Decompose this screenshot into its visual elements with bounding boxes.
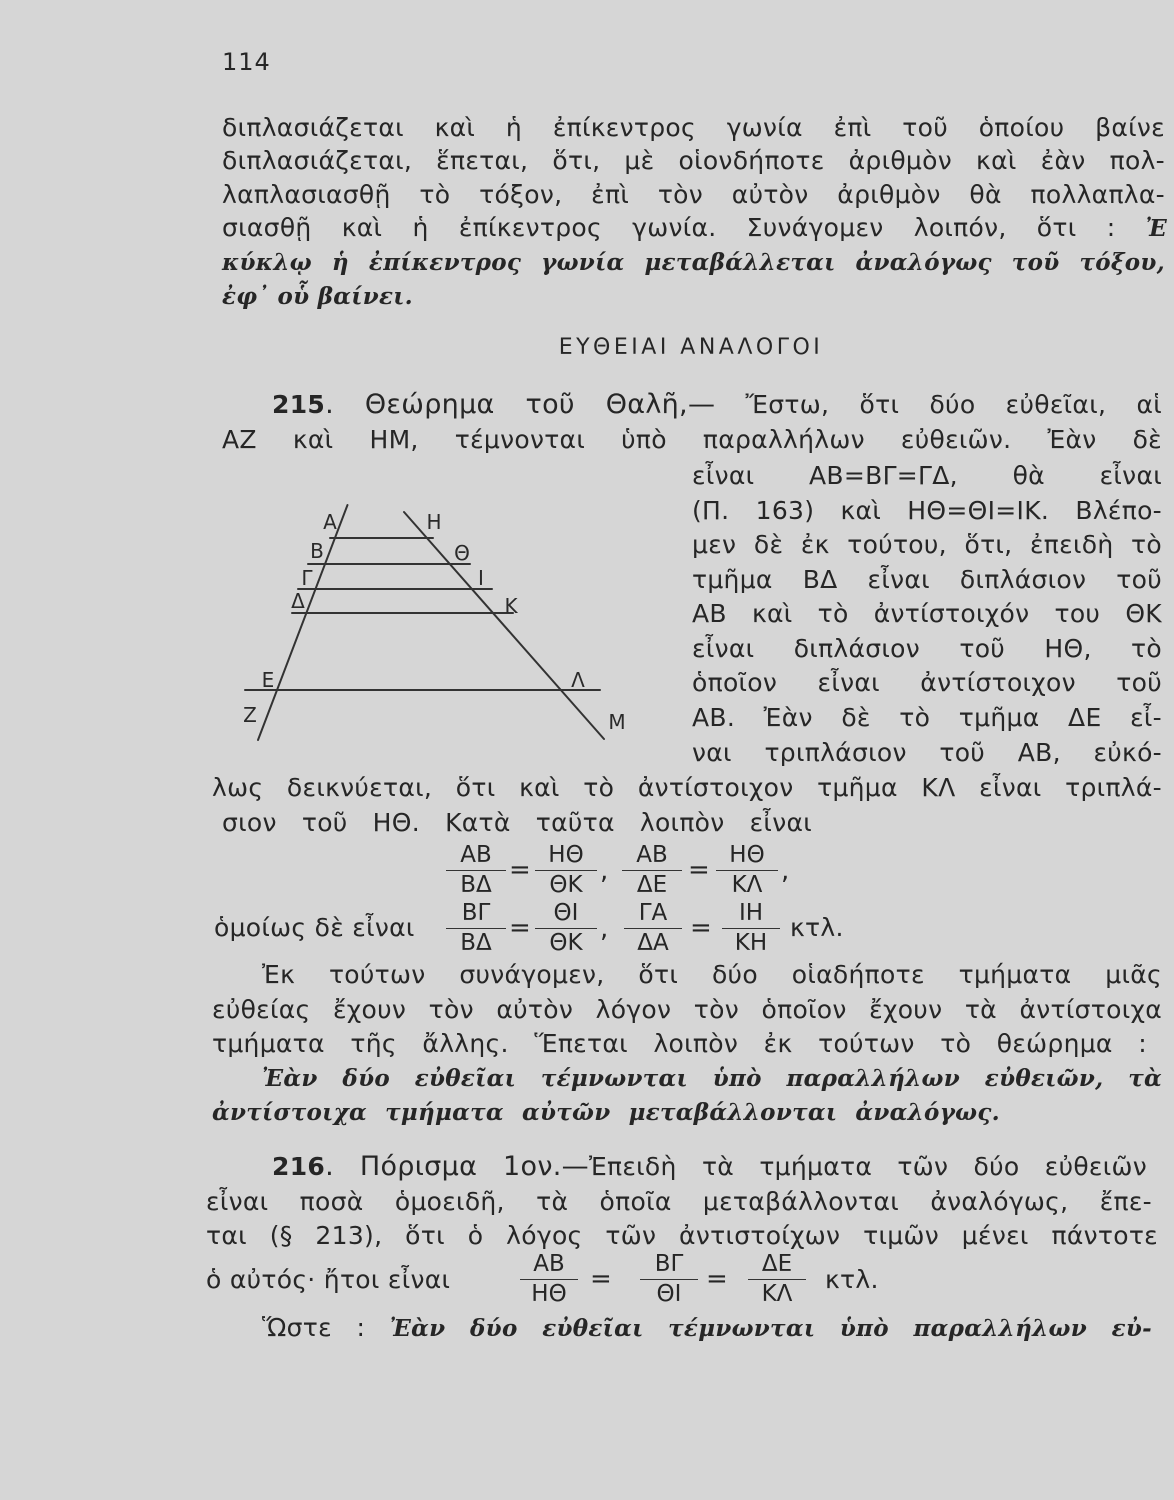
theorem-statement-line-2 (212, 1095, 1000, 1129)
corollary-number: 216 (272, 1152, 326, 1181)
intro-line-4-emphasis: Ἐ (1145, 215, 1168, 242)
transversal-line-az (258, 505, 348, 740)
numerator: ΑΒ (446, 842, 506, 871)
intro-line-1: διπλασιάζεται καὶ ἡ ἐπίκεντρος γωνία ἐπὶ τοῦ ὁποίου βαίνε (222, 113, 1165, 142)
conclusion-line-1: Ἐκ τούτων συνάγομεν, ὅτι δύο οἱαδήποτε τμήματα μιᾶς (262, 960, 1162, 989)
denominator: ΘΚ (549, 930, 583, 956)
label-k: Κ (504, 594, 518, 618)
numerator: ΗΘ (716, 842, 778, 871)
theorem-text: Ἔστω, ὅτι δύο εὐθεῖαι, αἱ (745, 390, 1162, 419)
numerator: ΘΙ (535, 900, 597, 929)
theorem-statement-1: Ἐὰν δύο εὐθεῖαι τέμνωνται ὑπὸ παραλλήλων εὐθειῶν, τὰ (262, 1065, 1162, 1092)
section-heading: ΕΥΘΕΙΑΙ ΑΝΑΛΟΓΟΙ (558, 335, 824, 360)
intro-line-5-emphasis: κύκλῳ ἡ ἐπίκεντρος γωνία μεταβάλλεται ἀναλόγως τοῦ τόξου, (222, 249, 1165, 276)
numerator: ΙΗ (722, 900, 780, 929)
fraction (535, 842, 597, 899)
label-m: Μ (608, 710, 626, 734)
equals-sign: = (690, 913, 712, 943)
intro-line-6-emphasis: ἐφ᾽ οὗ βαίνει. (222, 283, 413, 310)
theorem-statement-2: ἀντίστοιχα τμήματα αὐτῶν μεταβάλλονται ἀναλόγως. (212, 1099, 1000, 1126)
proportions-row-2-lead: ὁμοίως δὲ εἶναι (214, 913, 415, 942)
label-h: Η (426, 510, 442, 534)
equals-sign: = (706, 1264, 728, 1294)
intro-line-2: διπλασιάζεται, ἕπεται, ὅτι, μὲ οἱονδήποτε ἀριθμὸν καὶ ἐὰν πολ- (222, 146, 1165, 175)
numerator: ΗΘ (535, 842, 597, 871)
numerator: ΑΒ (520, 1251, 578, 1280)
theorem-number: 215 (272, 390, 326, 419)
corollary-text: Ἐπειδὴ τὰ τμήματα τῶν δύο εὐθειῶν (588, 1152, 1148, 1181)
fraction (446, 900, 506, 957)
label-b: Β (310, 539, 324, 563)
corollary-ratios-tail: κτλ. (825, 1265, 879, 1294)
beside-figure-line: (Π. 163) καὶ ΗΘ=ΘΙ=ΙΚ. Βλέπο- (692, 496, 1162, 525)
equals-sign: = (509, 855, 531, 885)
theorem-statement-line-1 (262, 1061, 1162, 1095)
theorem-215-after-line-2: σιον τοῦ ΗΘ. Κατὰ ταῦτα λοιπὸν εἶναι (222, 808, 812, 837)
label-d: Δ (291, 589, 305, 613)
corollary-216-line-5 (262, 1311, 1152, 1345)
fraction (640, 1251, 698, 1308)
beside-figure-line: ναι τριπλάσιον τοῦ ΑΒ, εὐκό- (692, 738, 1162, 767)
label-a: Α (323, 510, 337, 534)
beside-figure-line: τμῆμα ΒΔ εἶναι διπλάσιον τοῦ (692, 565, 1162, 594)
equals-sign: = (590, 1264, 612, 1294)
corollary-216-line-4-lead: ὁ αὐτός· ἤτοι εἶναι (206, 1265, 451, 1294)
corollary-216-line-3: ται (§ 213), ὅτι ὁ λόγος τῶν ἀντιστοίχων τιμῶν μένει πάντοτε (206, 1221, 1158, 1250)
beside-figure-line: ὁποῖον εἶναι ἀντίστοιχον τοῦ (692, 668, 1162, 697)
comma: , (600, 914, 609, 944)
label-l: Λ (571, 668, 585, 692)
transversal-line-hm (404, 512, 604, 739)
comma: , (781, 856, 790, 886)
fraction (535, 900, 597, 957)
beside-figure-line: εἶναι ΑΒ=ΒΓ=ΓΔ, θὰ εἶναι (692, 461, 1162, 490)
denominator: ΒΔ (460, 872, 492, 898)
comma: , (600, 856, 609, 886)
fraction (748, 1251, 806, 1308)
fraction (716, 842, 778, 899)
conclusion-line-3: τμήματα τῆς ἄλλης. Ἕπεται λοιπὸν ἐκ τούτων τὸ θεώρημα : (212, 1029, 1147, 1058)
intro-line-6 (222, 279, 522, 313)
corollary-216-line-1 (272, 1150, 1147, 1184)
denominator: ΚΛ (731, 872, 763, 898)
numerator: ΑΒ (622, 842, 682, 871)
beside-figure-line: ΑΒ καὶ τὸ ἀντίστοιχόν του ΘΚ (692, 599, 1162, 628)
intro-line-5 (222, 245, 1165, 279)
beside-figure-line: ΑΒ. Ἐὰν δὲ τὸ τμῆμα ΔΕ εἶ- (692, 703, 1162, 732)
denominator: ΔΑ (637, 930, 669, 956)
beside-figure-line: μεν δὲ ἐκ τούτου, ὅτι, ἐπειδὴ τὸ (692, 530, 1162, 559)
numerator: ΒΓ (446, 900, 506, 929)
numerator: ΔΕ (748, 1251, 806, 1280)
numerator: ΒΓ (640, 1251, 698, 1280)
denominator: ΘΙ (656, 1281, 682, 1307)
theorem-title: . Θεώρημα τοῦ Θαλῆ,— (325, 389, 716, 420)
fraction (722, 900, 780, 957)
intro-line-4 (222, 211, 1167, 245)
denominator: ΚΗ (734, 930, 768, 956)
corollary-title: . Πόρισμα 1ον.— (325, 1151, 589, 1182)
label-g: Γ (301, 566, 313, 590)
intro-line-4-text: σιασθῇ καὶ ἡ ἐπίκεντρος γωνία. Συνάγομεν λοιπόν, ὅτι : (222, 213, 1116, 242)
numerator: ΓΑ (624, 900, 682, 929)
fraction (520, 1251, 578, 1308)
theorem-215-after-line-1: λως δεικνύεται, ὅτι καὶ τὸ ἀντίστοιχον τμῆμα ΚΛ εἶναι τριπλά- (212, 773, 1162, 802)
intro-line-3: λαπλασιασθῇ τὸ τόξον, ἐπὶ τὸν αὐτὸν ἀριθμὸν θὰ πολλαπλα- (222, 180, 1165, 209)
beside-figure-line: εἶναι διπλάσιον τοῦ ΗΘ, τὸ (692, 634, 1162, 663)
label-i: Ι (478, 566, 484, 590)
proportions-row-2-tail: κτλ. (790, 913, 844, 942)
denominator: ΒΔ (460, 930, 492, 956)
fraction (622, 842, 682, 899)
label-e: Ε (261, 668, 275, 692)
equals-sign: = (688, 855, 710, 885)
label-th: Θ (454, 541, 470, 565)
denominator: ΘΚ (549, 872, 583, 898)
denominator: ΚΛ (761, 1281, 793, 1307)
fraction (624, 900, 682, 957)
denominator: ΗΘ (531, 1281, 567, 1307)
denominator: ΔΕ (636, 872, 668, 898)
fraction (446, 842, 506, 899)
equals-sign: = (509, 913, 531, 943)
page-number: 114 (222, 48, 271, 76)
theorem-215-line-2: ΑΖ καὶ ΗΜ, τέμνονται ὑπὸ παραλλήλων εὐθειῶν. Ἐὰν δὲ (222, 425, 1162, 454)
corollary-line-5-emphasis: Ἐὰν δύο εὐθεῖαι τέμνωνται ὑπὸ παραλλήλων εὐ- (389, 1315, 1153, 1342)
corollary-216-line-2: εἶναι ποσὰ ὁμοειδῆ, τὰ ὁποῖα μεταβάλλονται ἀναλόγως, ἔπε- (206, 1187, 1152, 1216)
thales-figure (235, 500, 635, 745)
theorem-215-line-1 (272, 388, 1162, 422)
label-z: Ζ (243, 703, 257, 727)
corollary-line-5-lead: Ὥστε : (262, 1313, 366, 1342)
conclusion-line-2: εὐθείας ἔχουν τὸν αὐτὸν λόγον τὸν ὁποῖον ἔχουν τὰ ἀντίστοιχα (212, 995, 1162, 1024)
